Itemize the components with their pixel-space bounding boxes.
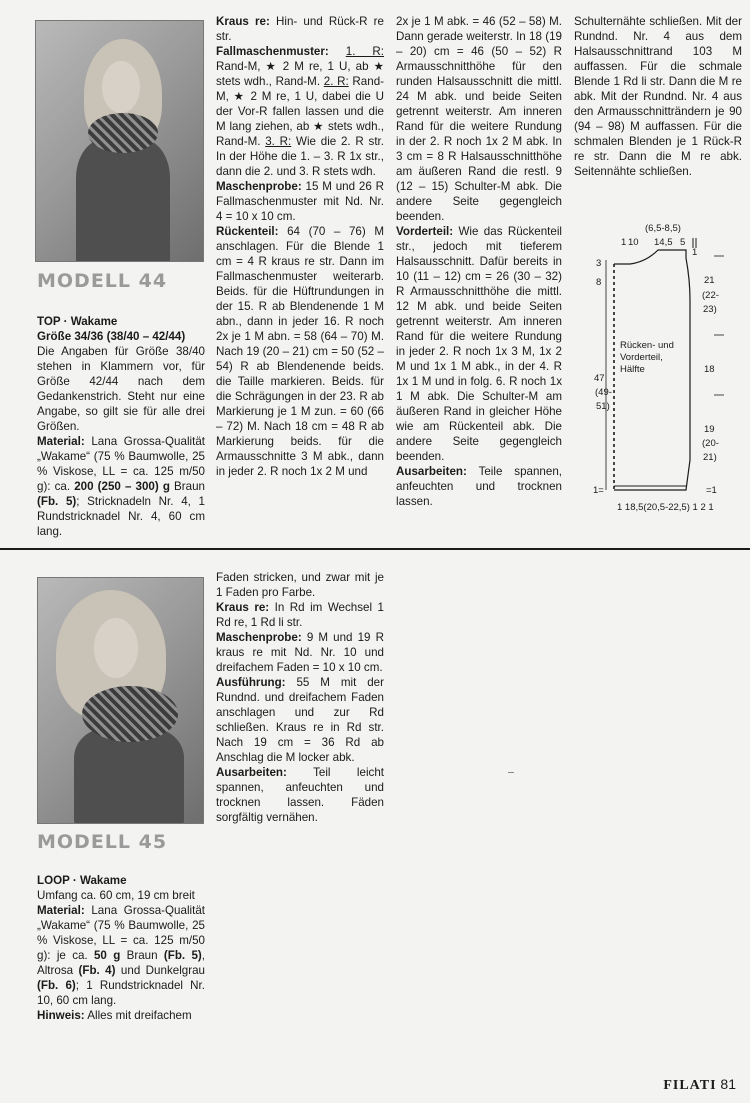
svg-text:5: 5 (680, 237, 686, 248)
svg-text:(49-: (49- (595, 387, 612, 398)
svg-text:21): 21) (703, 452, 717, 463)
model-44-column-3 (396, 14, 562, 509)
svg-text:Hälfte: Hälfte (620, 364, 645, 375)
kraus-section: Kraus re: Hin- und Rück-R re str. (216, 15, 384, 43)
svg-text:3: 3 (596, 258, 602, 269)
model-45-probe: Maschenprobe: 9 M und 19 R kraus re mit Nd. Nr. 10 und dreifachem Faden = 10 x 10 cm. (216, 631, 384, 674)
svg-text:47: 47 (594, 373, 605, 384)
magazine-brand: FILATI (663, 1078, 717, 1093)
model-45-hinweis: Hinweis: Alles mit dreifachem (37, 1009, 192, 1022)
svg-text:=1: =1 (706, 485, 717, 496)
section-divider (0, 548, 750, 550)
vorderteil-section: Vorderteil: Wie das Rückenteil str., jedoch mit tieferem Halsausschnitt. Dafür bereits in 10 (11 – 12) cm = 26 (30 – 32) R Armausschnitthöhe die mittl. 12 M abk. und beide Seiten getrennt weiterstr. Am inneren Rand für die weitere Rundung in jeder 2. R noch 1x 3 M, 1x 2 M und 1x 1 M abk., in der 4. R 1x 1 M und in folg. 6. R noch 1x 1 M abk. Die Schulter-M am äußeren Rand in gleicher Höhe wie am Rückenteil abk. Die andere Seite gegengleich beenden. (396, 225, 562, 463)
knitting-schematic (590, 220, 745, 520)
model-44-material: Material: Lana Grossa-Qualität „Wakame“ (75 % Baumwolle, 25 % Viskose, LL = ca. 125 m/50 g): ca. 200 (250 – 300) g Braun (Fb. 5); Stricknadeln Nr. 4, 1 Rundstricknadel Nr. 4, 60 cm lang. (37, 435, 206, 538)
maschenprobe-section: Maschenprobe: 15 M und 26 R Fallmaschenmuster mit Nd. Nr. 4 = 10 x 10 cm. (216, 180, 384, 223)
model-45-photo (37, 577, 204, 824)
model-44-column-2 (216, 14, 384, 479)
model-44-item-title: TOP · Wakame (37, 315, 118, 328)
svg-text:Vorderteil,: Vorderteil, (620, 352, 663, 363)
svg-text:Rücken- und: Rücken- und (620, 340, 674, 351)
model-45-ausarbeiten: Ausarbeiten: Teil leicht spannen, anfeuchten und trocknen lassen. Fäden sorgfältig vernähen. (216, 766, 385, 824)
model-45-size: Umfang ca. 60 cm, 19 cm breit (37, 889, 195, 902)
svg-text:19: 19 (704, 424, 715, 435)
svg-text:8: 8 (596, 277, 602, 288)
stray-mark (508, 772, 514, 773)
model-45-material: Material: Lana Grossa-Qualität „Wakame“ (75 % Baumwolle, 25 % Viskose, LL = ca. 125 m/50 g): je ca. 50 g Braun (Fb. 5), Altrosa (Fb. 4) und Dunkelgrau (Fb. 6); 1 Rundstricknadel Nr. 10, 60 cm lang. (37, 904, 205, 1007)
svg-text:21: 21 (704, 275, 715, 286)
svg-text:(20-: (20- (702, 438, 719, 449)
model-45-column-2 (216, 570, 384, 825)
ausarbeiten-section: Ausarbeiten: Teile spannen, anfeuchten und trocknen lassen. (396, 465, 562, 508)
model-45-kraus: Kraus re: In Rd im Wechsel 1 Rd re, 1 Rd li str. (216, 601, 384, 629)
svg-text:18: 18 (704, 364, 715, 375)
model-45-lead: Faden stricken, und zwar mit je 1 Faden pro Farbe. (216, 571, 384, 599)
svg-text:1=: 1= (593, 485, 604, 496)
finishing-text: Schulternähte schließen. Mit der Rundnd. Nr. 4 aus dem Halsausschnittrand 103 M auffassen. Für die schmale Blende 1 Rd li str. Dann die M re abk. Mit der Rundnd. Nr. 4 aus den Armausschnitträndern je 90 (94 – 98) M auffassen. Für die schmalen Blenden je 1 Rück-R re str. Dann die M re abk. Seitennähte schließen. (574, 15, 742, 178)
svg-text:51): 51) (596, 401, 610, 412)
model-44-title: MODELL 44 (37, 270, 168, 292)
rueckenteil-continued: 2x je 1 M abk. = 46 (52 – 58) M. Dann gerade weiterstr. In 18 (19 – 20) cm = 46 (50 – 52) R Armausschnitthöhe für den runden Halsausschnitt die mittl. 24 M abk. und beide Seiten getrennt weiterstr. Am inneren Rand für die weitere Rundung in der 2. R noch 1x 2 M abk. In 3 cm = 8 R Halsausschnitthöhe am äußeren Rand die restl. 9 (12 – 15) Schulter-M abk. Die andere Seite gegengleich beenden. (396, 15, 562, 223)
svg-text:14,5: 14,5 (654, 237, 673, 248)
model-45-intro-column (37, 873, 205, 1023)
page-number: 81 (720, 1076, 736, 1092)
model-45-title: MODELL 45 (37, 831, 168, 853)
svg-text:1 18,5(20,5-22,5) 1 2 1: 1 18,5(20,5-22,5) 1 2 1 (617, 502, 714, 513)
model-44-sizes: Größe 34/36 (38/40 – 42/44) (37, 330, 186, 343)
rueckenteil-section: Rückenteil: 64 (70 – 76) M anschlagen. Für die Blende 1 cm = 4 R kraus re str. Dann im Fallmaschenmuster weiterarb. Beids. für die Hüftrundungen in der 15. R ab Blendenende 1 M abn., dann in jeder 16. R noch 2x je 1 M abn. = 58 (64 – 70) M. Nach 19 (20 – 21) cm = 50 (52 – 54) R ab Blendenende beids. die Taille markieren. Beids. für die Schrägungen in der 23. R ab Markierung je 1 M zun. = 60 (66 – 72) M. Nach 18 cm = 48 R ab Markierung beids. für die Armausschnitte 3 M abk., dann in jeder 2. R noch 1x 2 M und (216, 225, 384, 478)
fallmaschen-section: Fallmaschenmuster: 1. R: Rand-M, ★ 2 M re, 1 U, ab ★ stets wdh., Rand-M. 2. R: Rand-M, ★ 2 M re, 1 U, dabei die U der Vor-R fallen lassen und die M lang ziehen, ab ★ stets wdh., Rand-M. 3. R: Wie die 2. R str. In der Höhe die 1. – 3. R 1x str., dann die 2. und 3. R stets wdh. (216, 45, 384, 178)
schem-top-sizes: (6,5-8,5) (645, 223, 681, 234)
model-45-item-title: LOOP · Wakame (37, 874, 127, 887)
model-45-ausfuehrung: Ausführung: 55 M mit der Rundnd. und dreifachem Faden anschlagen und zur Rd schließen. Kraus re in Rd str. Nach 19 cm = 36 Rd ab Anschlag die M locker abk. (216, 676, 384, 764)
model-44-intro-column (37, 314, 205, 539)
svg-text:23): 23) (703, 304, 717, 315)
model-44-sizes-text: Die Angaben für Größe 38/40 stehen in Klammern vor, für Größe 42/44 nach dem Gedankenstrich. Steht nur eine Angabe, so gilt sie für alle drei Größen. (37, 345, 205, 433)
model-44-photo (35, 20, 204, 262)
page-footer (663, 1076, 736, 1094)
model-44-column-4 (574, 14, 742, 179)
svg-text:10: 10 (628, 237, 639, 248)
svg-text:1: 1 (692, 247, 698, 258)
svg-text:1: 1 (621, 237, 627, 248)
svg-text:(22-: (22- (702, 290, 719, 301)
